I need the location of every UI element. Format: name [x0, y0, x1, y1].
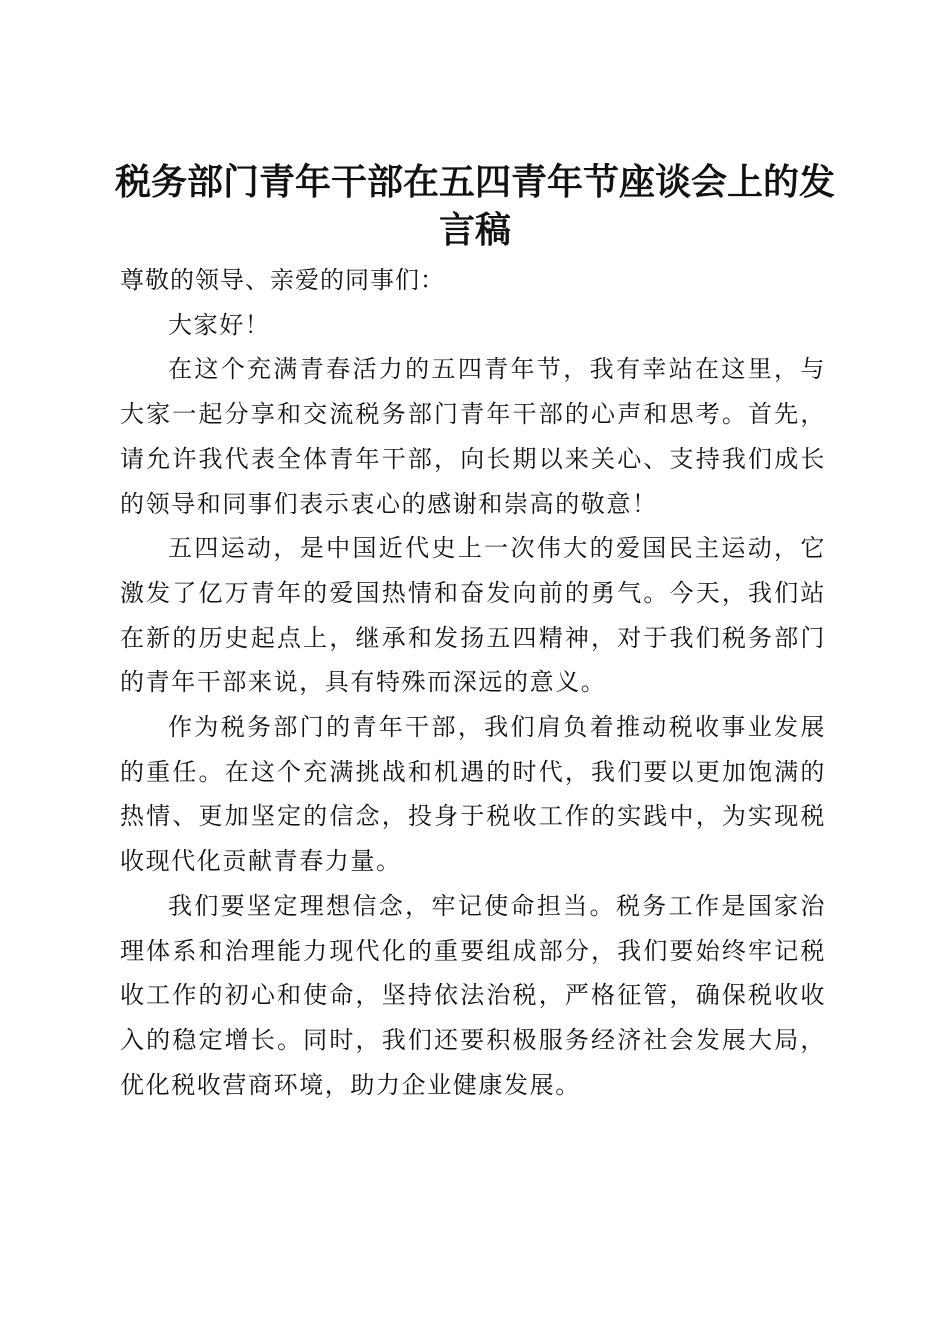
paragraph-ideals: 我们要坚定理想信念，牢记使命担当。税务工作是国家治理体系和治理能力现代化的重要组成部分，我们要始终牢记税收工作的初心和使命，坚持依法治税，严格征管，确保税收收入的稳定增长。同时，我们还要积极服务经济社会发展大局，优化税收营商环境，助力企业健康发展。 [120, 891, 826, 1099]
paragraph-opening: 在这个充满青春活力的五四青年节，我有幸站在这里，与大家一起分享和交流税务部门青年干部的心声和思考。首先，请允许我代表全体青年干部，向长期以来关心、支持我们成长的领导和同事们表示衷心的感谢和崇高的敬意！ [120, 355, 826, 518]
document-body [120, 258, 826, 1107]
paragraph-greeting: 大家好！ [168, 310, 271, 339]
salutation: 尊敬的领导、亲爱的同事们： [120, 266, 445, 294]
paragraph-may-fourth: 五四运动，是中国近代史上一次伟大的爱国民主运动，它激发了亿万青年的爱国热情和奋发向前的勇气。今天，我们站在新的历史起点上，继承和发扬五四精神，对于我们税务部门的青年干部来说，具有特殊而深远的意义。 [120, 534, 826, 697]
paragraph-responsibility: 作为税务部门的青年干部，我们肩负着推动税收事业发展的重任。在这个充满挑战和机遇的时代，我们要以更加饱满的热情、更加坚定的信念，投身于税收工作的实践中，为实现税收现代化贡献青春力量。 [120, 713, 826, 876]
document-title: 税务部门青年干部在五四青年节座谈会上的发言稿 [114, 161, 835, 252]
